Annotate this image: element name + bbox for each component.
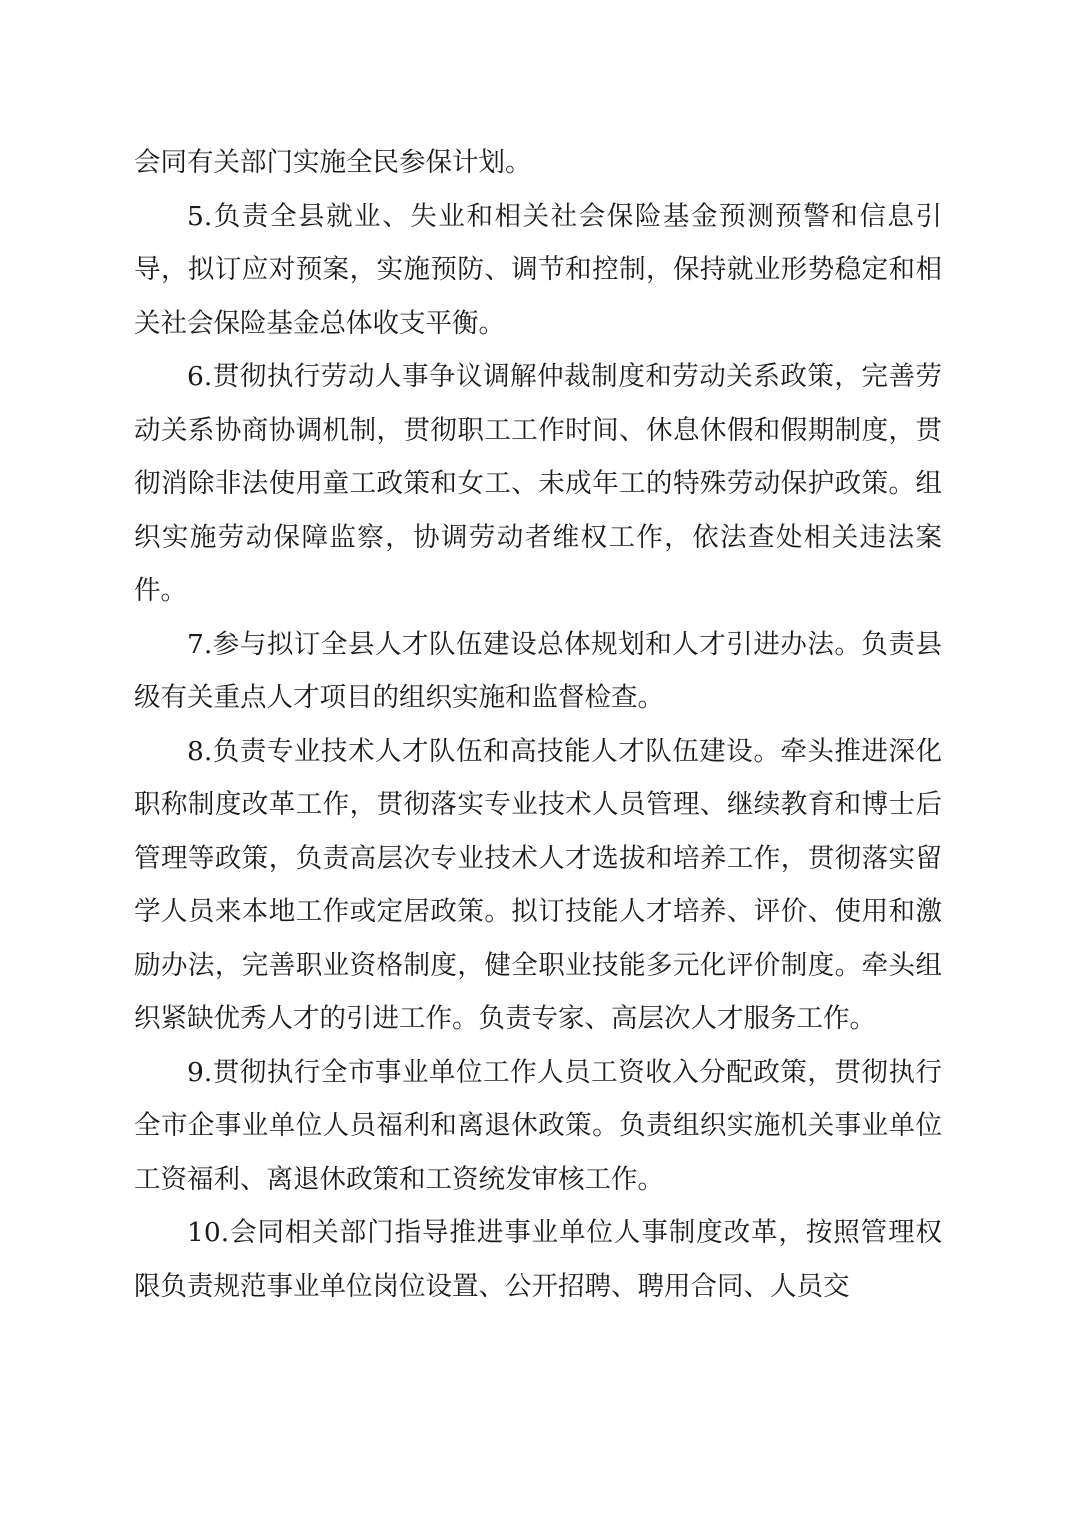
paragraph-item-5: 5.负责全县就业、失业和相关社会保险基金预测预警和信息引导，拟订应对预案，实施预防、调节和控制，保持就业形势稳定和相关社会保险基金总体收支平衡。 [134, 200, 942, 339]
document-body [134, 136, 942, 1313]
paragraph-item-8: 8.负责专业技术人才队伍和高技能人才队伍建设。牵头推进深化职称制度改革工作，贯彻落实专业技术人员管理、继续教育和博士后管理等政策，负责高层次专业技术人才选拔和培养工作，贯彻落实留学人员来本地工作或定居政策。拟订技能人才培养、评价、使用和激励办法，完善职业资格制度，健全职业技能多元化评价制度。牵头组织紧缺优秀人才的引进工作。负责专家、高层次人才服务工作。 [134, 735, 942, 1034]
paragraph-continued: 会同有关部门实施全民参保计划。 [134, 147, 532, 178]
paragraph-item-6: 6.贯彻执行劳动人事争议调解仲裁制度和劳动关系政策，完善劳动关系协商协调机制，贯彻职工工作时间、休息休假和假期制度，贯彻消除非法使用童工政策和女工、未成年工的特殊劳动保护政策。组织实施劳动保障监察，协调劳动者维权工作，依法查处相关违法案件。 [134, 361, 942, 606]
paragraph-item-10: 10.会同相关部门指导推进事业单位人事制度改革，按照管理权限负责规范事业单位岗位设置、公开招聘、聘用合同、人员交 [134, 1217, 942, 1302]
paragraph-item-7: 7.参与拟订全县人才队伍建设总体规划和人才引进办法。负责县级有关重点人才项目的组织实施和监督检查。 [134, 628, 942, 713]
paragraph-item-9: 9.贯彻执行全市事业单位工作人员工资收入分配政策，贯彻执行全市企事业单位人员福利和离退休政策。负责组织实施机关事业单位工资福利、离退休政策和工资统发审核工作。 [134, 1056, 942, 1195]
